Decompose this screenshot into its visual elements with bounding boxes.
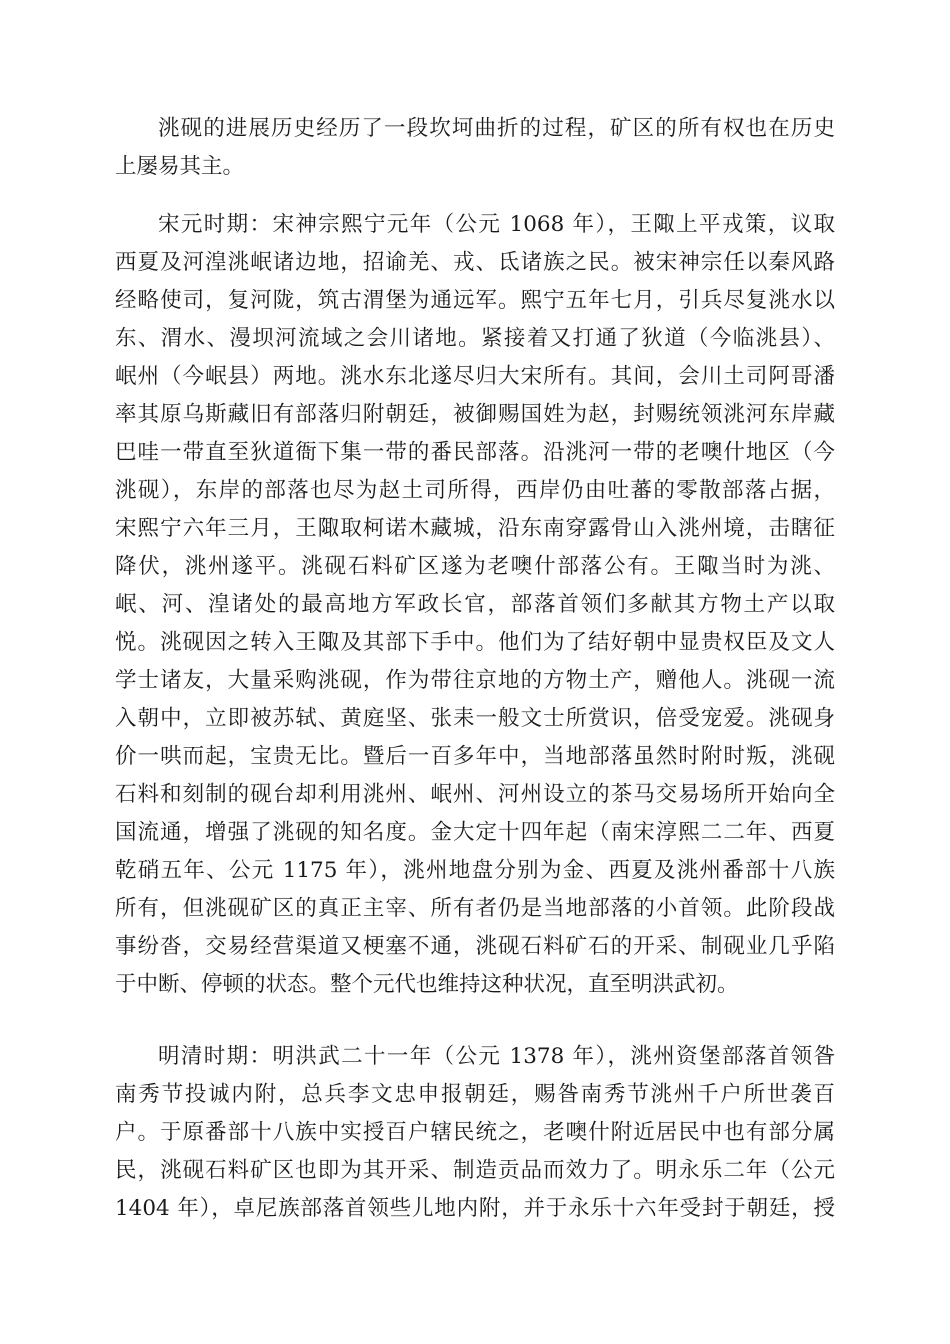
text-line: 乾硝五年、公元 1175 年），洮州地盘分别为金、西夏及洮州番部十八族 bbox=[115, 858, 835, 883]
text-line: 西夏及河湟洮岷诸边地，招谕羌、戎、氐诸族之民。被宋神宗任以秦风路 bbox=[115, 250, 835, 275]
text-line: 入朝中，立即被苏轼、黄庭坚、张耒一般文士所赏识，倍受宠爱。洮砚身 bbox=[115, 706, 835, 731]
text-line: 于中断、停顿的状态。整个元代也维持这种状况，直至明洪武初。 bbox=[115, 972, 739, 997]
text-line: 国流通，增强了洮砚的知名度。金大定十四年起（南宋淳熙二二年、西夏 bbox=[115, 820, 835, 845]
text-line: 南秀节投诚内附，总兵李文忠申报朝廷，赐昝南秀节洮州千户所世袭百 bbox=[115, 1082, 835, 1107]
text-line: 上屡易其主。 bbox=[115, 154, 245, 179]
text-line: 宋熙宁六年三月，王陬取柯诺木藏城，沿东南穿露骨山入洮州境，击瞎征 bbox=[115, 516, 835, 541]
text-line: 岷、河、湟诸处的最高地方军政长官，部落首领们多献其方物土产以取 bbox=[115, 592, 835, 617]
text-line: 洮砚），东岸的部落也尽为赵土司所得，西岸仍由吐蕃的零散部落占据， bbox=[115, 478, 835, 503]
text-line: 巴哇一带直至狄道衙下集一带的番民部落。沿洮河一带的老噢什地区（今 bbox=[115, 440, 835, 465]
text-line: 学士诸友，大量采购洮砚，作为带往京地的方物土产，赠他人。洮砚一流 bbox=[115, 668, 835, 693]
paragraph-song-yuan bbox=[115, 206, 835, 1004]
text-line: 1404 年），卓尼族部落首领些儿地内附，并于永乐十六年受封于朝廷，授 bbox=[115, 1196, 835, 1221]
text-line: 所有，但洮砚矿区的真正主宰、所有者仍是当地部落的小首领。此阶段战 bbox=[115, 896, 835, 921]
text-line: 洮砚的进展历史经历了一段坎坷曲折的过程，矿区的所有权也在历史 bbox=[158, 116, 835, 141]
text-line: 率其原乌斯藏旧有部落归附朝廷，被御赐国姓为赵，封赐统领洮河东岸藏 bbox=[115, 402, 835, 427]
paragraph-intro bbox=[115, 110, 835, 186]
paragraph-ming-qing bbox=[115, 1038, 835, 1228]
text-line: 事纷沓，交易经营渠道又梗塞不通，洮砚石料矿石的开采、制砚业几乎陷 bbox=[115, 934, 835, 959]
text-line: 经略使司，复河陇，筑古渭堡为通远军。熙宁五年七月，引兵尽复洮水以 bbox=[115, 288, 835, 313]
text-line: 东、渭水、漫坝河流域之会川诸地。紧接着又打通了狄道（今临洮县）、 bbox=[115, 326, 835, 351]
text-line: 石料和刻制的砚台却利用洮州、岷州、河州设立的茶马交易场所开始向全 bbox=[115, 782, 835, 807]
text-line: 价一哄而起，宝贵无比。暨后一百多年中，当地部落虽然时附时叛，洮砚 bbox=[115, 744, 835, 769]
text-line: 岷州（今岷县）两地。洮水东北遂尽归大宋所有。其间，会川土司阿哥潘 bbox=[115, 364, 835, 389]
text-line: 民，洮砚石料矿区也即为其开采、制造贡品而效力了。明永乐二年（公元 bbox=[115, 1158, 835, 1183]
text-line: 悦。洮砚因之转入王陬及其部下手中。他们为了结好朝中显贵权臣及文人 bbox=[115, 630, 835, 655]
text-line: 宋元时期：宋神宗熙宁元年（公元 1068 年），王陬上平戎策，议取 bbox=[158, 212, 835, 237]
text-line: 明清时期：明洪武二十一年（公元 1378 年），洮州资堡部落首领昝 bbox=[158, 1044, 835, 1069]
text-line: 降伏，洮州遂平。洮砚石料矿区遂为老噢什部落公有。王陬当时为洮、 bbox=[115, 554, 835, 579]
text-line: 户。于原番部十八族中实授百户辖民统之，老噢什附近居民中也有部分属 bbox=[115, 1120, 835, 1145]
